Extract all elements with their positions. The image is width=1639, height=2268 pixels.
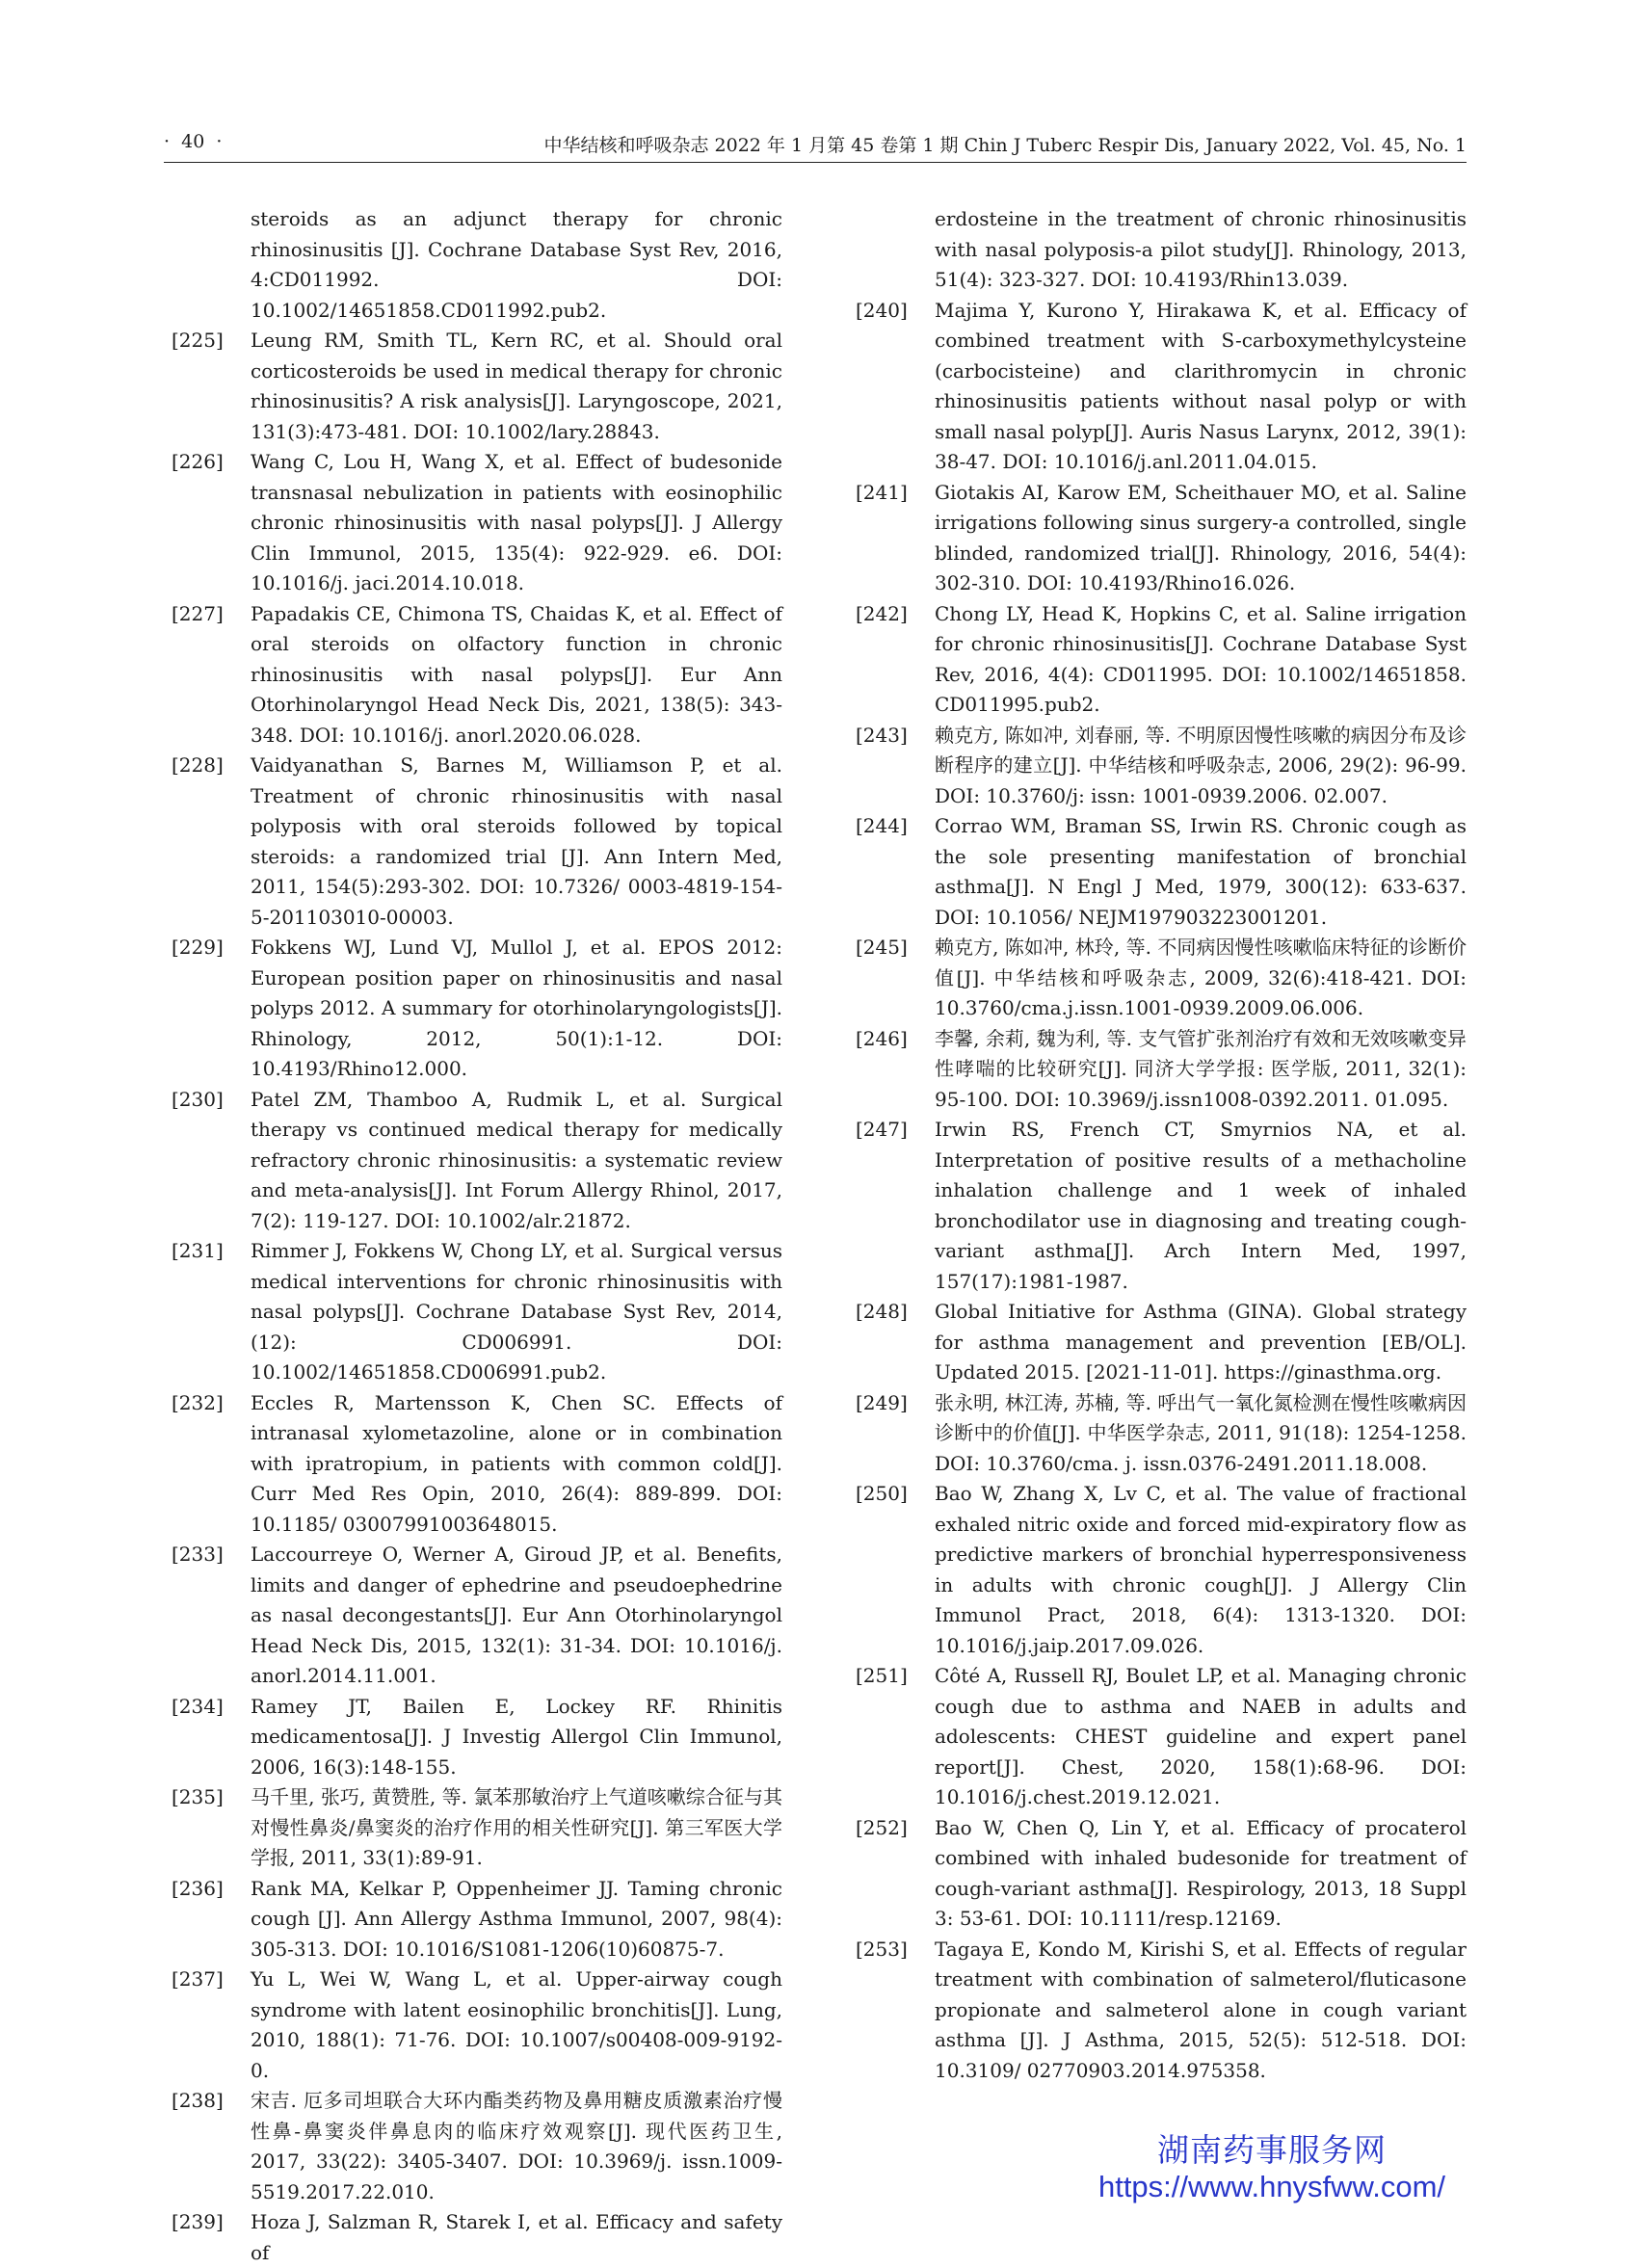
reference-number: [253] (856, 1937, 908, 1961)
reference-number: [231] (172, 1239, 224, 1262)
reference-entry (172, 1965, 782, 2086)
reference-entry (172, 447, 782, 599)
page-header (164, 131, 1467, 163)
reference-entry (856, 296, 1467, 478)
reference-number: [229] (172, 936, 224, 959)
reference-entry (856, 478, 1467, 599)
reference-number: [228] (172, 753, 224, 777)
reference-number: [226] (172, 450, 224, 473)
reference-text: 马千里, 张巧, 黄赞胜, 等. 氯苯那敏治疗上气道咳嗽综合征与其对慢性鼻炎/鼻窦炎的治疗作用的相关性研究[J]. 第三军医大学学报, 2011, 33(1):89-91. (251, 1785, 782, 1869)
reference-text: Fokkens WJ, Lund VJ, Mullol J, et al. EPOS 2012: European position paper on rhinosinusitis and nasal polyps 2012. A summary for otorhinolaryngologists[J]. Rhinology, 2012, 50(1):1-12. DOI: 10.4193/Rhino12.000. (251, 936, 782, 1080)
reference-number: [245] (856, 936, 908, 959)
reference-text: 赖克方, 陈如冲, 林玲, 等. 不同病因慢性咳嗽临床特征的诊断价值[J]. 中华结核和呼吸杂志, 2009, 32(6):418-421. DOI: 10.3760/cma.j.issn.1001-0939.2009.06.006. (935, 936, 1467, 1019)
reference-list (856, 296, 1467, 2087)
reference-text: 张永明, 林江涛, 苏楠, 等. 呼出气一氧化氮检测在慢性咳嗽病因诊断中的价值[J]. 中华医学杂志, 2011, 91(18): 1254-1258. DOI: 10.3760/cma. j. issn.0376-2491.2011.18.008. (935, 1390, 1467, 1475)
reference-text: Tagaya E, Kondo M, Kirishi S, et al. Effects of regular treatment with combination of salmeterol/fluticasone propionate and salmeterol alone in cough variant asthma [J]. J Asthma, 2015, 52(5): 512-518. DOI: 10.3109/ 02770903.2014.975358. (935, 1937, 1467, 2082)
reference-number: [249] (856, 1390, 908, 1414)
reference-number: [225] (172, 329, 224, 352)
reference-continuation: erdosteine in the treatment of chronic rhinosinusitis with nasal polyposis-a pilot study[J]. Rhinology, 2013, 51(4): 323-327. DOI: 10.4193/Rhin13.039. (935, 207, 1467, 291)
reference-entry (172, 1874, 782, 1965)
reference-text: 宋吉. 厄多司坦联合大环内酯类药物及鼻用糖皮质激素治疗慢性鼻-鼻窦炎伴鼻息肉的临床疗效观察[J]. 现代医药卫生, 2017, 33(22): 3405-3407. DOI: 10.3969/j. issn.1009-5519.2017.22.010. (251, 2089, 782, 2203)
reference-entry (856, 1024, 1467, 1116)
reference-entry (856, 721, 1467, 812)
page-number: · 40 · (164, 131, 223, 152)
reference-text: Vaidyanathan S, Barnes M, Williamson P, et al. Treatment of chronic rhinosinusitis with nasal polyposis with oral steroids followed by topical steroids: a randomized trial [J]. Ann Intern Med, 2011, 154(5):293-302. DOI: 10.7326/ 0003-4819-154-5-201103010-00003. (251, 753, 782, 929)
reference-number: [236] (172, 1876, 224, 1900)
reference-entry (172, 599, 782, 752)
reference-text: Chong LY, Head K, Hopkins C, et al. Saline irrigation for chronic rhinosinusitis[J]. Cochrane Database Syst Rev, 2016, 4(4): CD011995. DOI: 10.1002/14651858. CD011995.pub2. (935, 601, 1467, 716)
reference-text: Côté A, Russell RJ, Boulet LP, et al. Managing chronic cough due to asthma and NAEB in adults and adolescents: CHEST guideline and expert panel report[J]. Chest, 2020, 158(1):68-96. DOI: 10.1016/j.chest.2019.12.021. (935, 1664, 1467, 1808)
left-column (172, 204, 782, 2268)
reference-entry (856, 1388, 1467, 1480)
reference-number: [232] (172, 1390, 224, 1414)
reference-text: 李馨, 余莉, 魏为利, 等. 支气管扩张剂治疗有效和无效咳嗽变异性哮喘的比较研究[J]. 同济大学学报: 医学版, 2011, 32(1): 95-100. DOI: 10.3969/j.issn1008-0392.2011. 01.095. (935, 1026, 1467, 1111)
reference-text: Wang C, Lou H, Wang X, et al. Effect of budesonide transnasal nebulization in patients with eosinophilic chronic rhinosinusitis with nasal polyps[J]. J Allergy Clin Immunol, 2015, 135(4): 922-929. e6. DOI: 10.1016/j. jaci.2014.10.018. (251, 450, 782, 594)
reference-number: [252] (856, 1815, 908, 1839)
reference-number: [234] (172, 1694, 224, 1718)
reference-entry (172, 933, 782, 1085)
reference-text: Papadakis CE, Chimona TS, Chaidas K, et al. Effect of oral steroids on olfactory function in chronic rhinosinusitis with nasal polyps[J]. Eur Ann Otorhinolaryngol Head Neck Dis, 2021, 138(5): 343-348. DOI: 10.1016/j. anorl.2020.06.028. (251, 601, 782, 747)
reference-number: [247] (856, 1118, 908, 1141)
reference-text: Rank MA, Kelkar P, Oppenheimer JJ. Taming chronic cough [J]. Ann Allergy Asthma Immunol, 2007, 98(4): 305-313. DOI: 10.1016/S1081-1206(10)60875-7. (251, 1876, 782, 1961)
reference-entry (172, 1782, 782, 1874)
reference-text: Bao W, Chen Q, Lin Y, et al. Efficacy of procaterol combined with inhaled budesonide for treatment of cough-variant asthma[J]. Respirology, 2013, 18 Suppl 3: 53-61. DOI: 10.1111/resp.12169. (935, 1815, 1467, 1930)
reference-number: [239] (172, 2210, 224, 2233)
reference-entry (172, 1085, 782, 1237)
reference-text: Yu L, Wei W, Wang L, et al. Upper-airway cough syndrome with latent eosinophilic bronchitis[J]. Lung, 2010, 188(1): 71-76. DOI: 10.1007/s00408-009-9192-0. (251, 1967, 782, 2082)
site-watermark (1060, 2131, 1484, 2204)
reference-text: Patel ZM, Thamboo A, Rudmik L, et al. Surgical therapy vs continued medical therapy for medically refractory chronic rhinosinusitis: a systematic review and meta-analysis[J]. Int Forum Allergy Rhinol, 2017, 7(2): 119-127. DOI: 10.1002/alr.21872. (251, 1087, 782, 1232)
reference-entry (856, 1661, 1467, 1813)
reference-number: [248] (856, 1300, 908, 1323)
watermark-url[interactable]: https://www.hnysfww.com/ (1097, 2170, 1446, 2203)
reference-text: Irwin RS, French CT, Smyrnios NA, et al. Interpretation of positive results of a methacholine inhalation challenge and 1 week of inhaled bronchodilator use in diagnosing and treating cough-variant asthma[J]. Arch Intern Med, 1997, 157(17):1981-1987. (935, 1118, 1467, 1293)
reference-entry (172, 1236, 782, 1388)
reference-entry (172, 2086, 782, 2207)
reference-text: Giotakis AI, Karow EM, Scheithauer MO, et al. Saline irrigations following sinus surgery-a controlled, single blinded, randomized trial[J]. Rhinology, 2016, 54(4): 302-310. DOI: 10.4193/Rhino16.026. (935, 480, 1467, 594)
reference-entry (856, 1297, 1467, 1388)
reference-number: [244] (856, 814, 908, 837)
reference-number: [242] (856, 601, 908, 625)
reference-text: Rimmer J, Fokkens W, Chong LY, et al. Surgical versus medical interventions for chronic rhinosinusitis with nasal polyps[J]. Cochrane Database Syst Rev, 2014, (12): CD006991. DOI: 10.1002/14651858.CD006991.pub2. (251, 1239, 782, 1384)
reference-number: [233] (172, 1543, 224, 1566)
reference-entry (856, 1813, 1467, 1935)
reference-number: [237] (172, 1967, 224, 1991)
reference-number: [235] (172, 1785, 224, 1808)
reference-entry (856, 599, 1467, 721)
reference-number: [238] (172, 2089, 224, 2112)
reference-text: Laccourreye O, Werner A, Giroud JP, et al. Benefits, limits and danger of ephedrine and pseudoephedrine as nasal decongestants[J]. Eur Ann Otorhinolaryngol Head Neck Dis, 2015, 132(1): 31-34. DOI: 10.1016/j. anorl.2014.11.001. (251, 1543, 782, 1687)
reference-number: [241] (856, 480, 908, 504)
reference-continuation: steroids as an adjunct therapy for chronic rhinosinusitis [J]. Cochrane Database Syst Rev, 2016, 4:CD011992. DOI: 10.1002/14651858.CD011992.pub2. (251, 207, 782, 322)
reference-number: [246] (856, 1026, 908, 1050)
reference-text: Bao W, Zhang X, Lv C, et al. The value of fractional exhaled nitric oxide and forced mid-expiratory flow as predictive markers of bronchial hyperresponsiveness in adults with chronic cough[J]. J Allergy Clin Immunol Pract, 2018, 6(4): 1313-1320. DOI: 10.1016/j.jaip.2017.09.026. (935, 1482, 1467, 1657)
reference-text: Corrao WM, Braman SS, Irwin RS. Chronic cough as the sole presenting manifestation of bronchial asthma[J]. N Engl J Med, 1979, 300(12): 633-637. DOI: 10.1056/ NEJM197903223001201. (935, 814, 1467, 929)
reference-text: Leung RM, Smith TL, Kern RC, et al. Should oral corticosteroids be used in medical therapy for chronic rhinosinusitis? A risk analysis[J]. Laryngoscope, 2021, 131(3):473-481. DOI: 10.1002/lary.28843. (251, 329, 782, 443)
reference-entry (856, 1479, 1467, 1661)
reference-number: [240] (856, 298, 908, 322)
reference-text: Global Initiative for Asthma (GINA). Global strategy for asthma management and prevention [EB/OL]. Updated 2015. [2021-11-01]. https://ginasthma.org. (935, 1300, 1467, 1384)
watermark-title: 湖南药事服务网 (1157, 2131, 1387, 2169)
reference-entry (856, 811, 1467, 933)
reference-number: [243] (856, 723, 908, 747)
reference-entry (172, 751, 782, 933)
reference-text: 赖克方, 陈如冲, 刘春丽, 等. 不明原因慢性咳嗽的病因分布及诊断程序的建立[J]. 中华结核和呼吸杂志, 2006, 29(2): 96-99. DOI: 10.3760/j: issn: 1001-0939.2006. 02.007. (935, 723, 1467, 807)
reference-number: [251] (856, 1664, 908, 1687)
reference-number: [227] (172, 601, 224, 625)
reference-text: Ramey JT, Bailen E, Lockey RF. Rhinitis medicamentosa[J]. J Investig Allergol Clin Immunol, 2006, 16(3):148-155. (251, 1694, 782, 1779)
reference-number: [230] (172, 1087, 224, 1111)
reference-number: [250] (856, 1482, 908, 1505)
reference-entry (172, 326, 782, 447)
reference-entry (172, 1540, 782, 1692)
journal-running-title: 中华结核和呼吸杂志 2022 年 1 月第 45 卷第 1 期 Chin J Tuberc Respir Dis, January 2022, Vol. 45, No. 1 (543, 135, 1467, 156)
reference-entry (172, 1388, 782, 1541)
reference-entry (856, 1935, 1467, 2087)
reference-entry (172, 2207, 782, 2268)
reference-list (172, 326, 782, 2268)
reference-entry (856, 1115, 1467, 1297)
reference-entry (172, 1692, 782, 1783)
reference-text: Majima Y, Kurono Y, Hirakawa K, et al. Efficacy of combined treatment with S-carboxymethylcysteine (carbocisteine) and clarithromycin in chronic rhinosinusitis patients without nasal polyp or with small nasal polyp[J]. Auris Nasus Larynx, 2012, 39(1): 38-47. DOI: 10.1016/j.anl.2011.04.015. (935, 298, 1467, 473)
right-column (856, 204, 1467, 2086)
reference-entry (856, 933, 1467, 1024)
reference-text: Eccles R, Martensson K, Chen SC. Effects of intranasal xylometazoline, alone or in combination with ipratropium, in patients with common cold[J]. Curr Med Res Opin, 2010, 26(4): 889-899. DOI: 10.1185/ 03007991003648015. (251, 1390, 782, 1536)
reference-text: Hoza J, Salzman R, Starek I, et al. Efficacy and safety of (251, 2210, 782, 2264)
